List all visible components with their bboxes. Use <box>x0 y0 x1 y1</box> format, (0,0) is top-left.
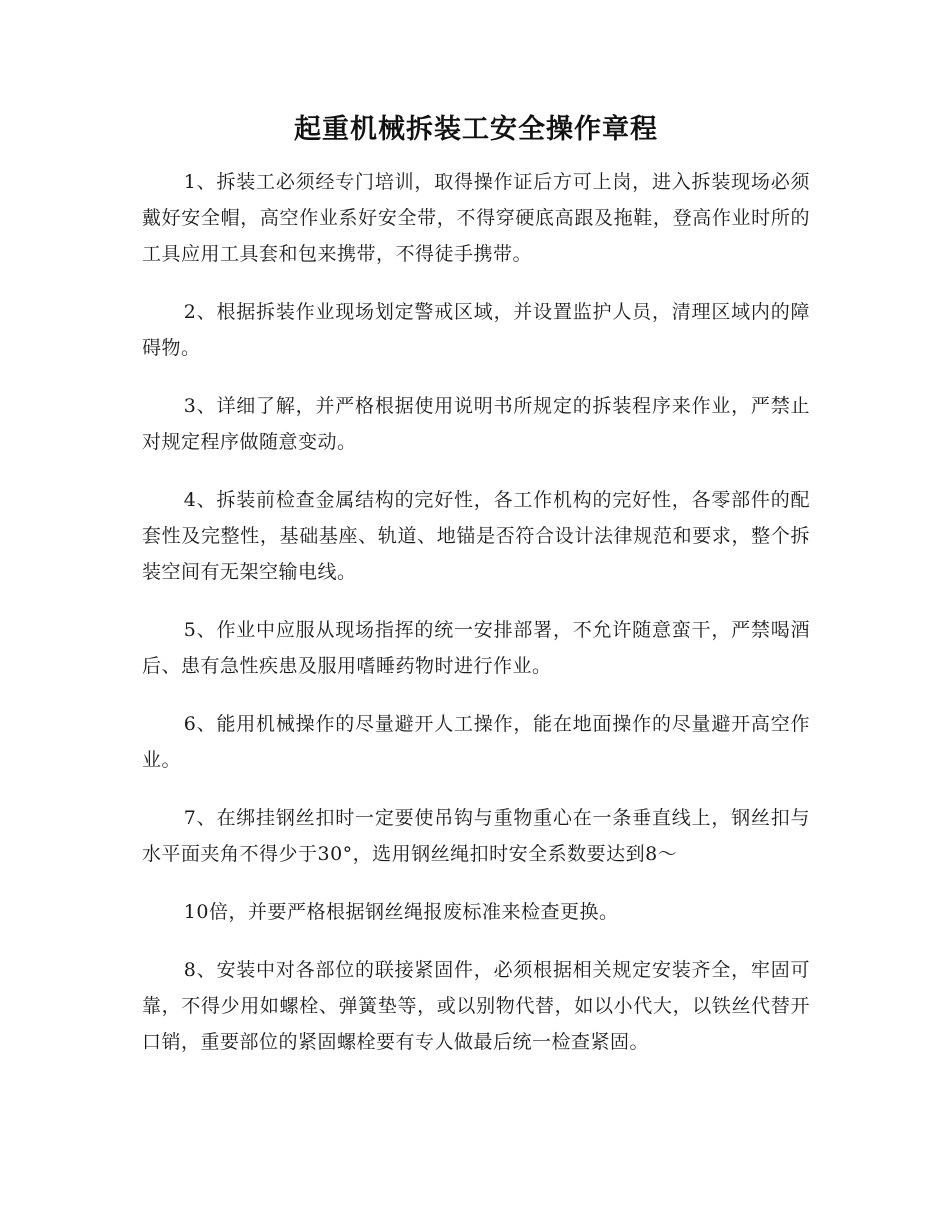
paragraph-1: 1、拆装工必须经专门培训，取得操作证后方可上岗，进入拆装现场必须戴好安全帽，高空作业系好安全带，不得穿硬底高跟及拖鞋，登高作业时所的工具应用工具套和包来携带，不得徒手携带。 <box>142 171 810 265</box>
paragraph-4: 4、拆装前检查金属结构的完好性，各工作机构的完好性，各零部件的配套性及完整性，基础基座、轨道、地锚是否符合设计法律规范和要求，整个拆装空间有无架空输电线。 <box>142 489 810 583</box>
paragraph-2: 2、根据拆装作业现场划定警戒区域，并设置监护人员，清理区域内的障碍物。 <box>142 301 810 359</box>
paragraph-5: 5、作业中应服从现场指挥的统一安排部署，不允许随意蛮干，严禁喝酒后、患有急性疾患及服用嗜睡药物时进行作业。 <box>142 619 810 677</box>
paragraph-8: 8、安装中对各部位的联接紧固件，必须根据相关规定安装齐全，牢固可靠，不得少用如螺栓、弹簧垫等，或以别物代替，如以小代大，以铁丝代替开口销，重要部位的紧固螺栓要有专人做最后统一检查紧固。 <box>142 959 810 1053</box>
paragraph-6: 6、能用机械操作的尽量避开人工操作，能在地面操作的尽量避开高空作业。 <box>142 713 810 771</box>
paragraph-7-continued: 10倍，并要严格根据钢丝绳报废标准来检查更换。 <box>183 901 619 923</box>
paragraph-3: 3、详细了解，并严格根据使用说明书所规定的拆装程序来作业，严禁止对规定程序做随意变动。 <box>142 395 810 453</box>
document-title: 起重机械拆装工安全操作章程 <box>294 114 658 145</box>
paragraph-7: 7、在绑挂钢丝扣时一定要使吊钩与重物重心在一条垂直线上，钢丝扣与水平面夹角不得少于30°，选用钢丝绳扣时安全系数要达到8～ <box>142 807 810 865</box>
